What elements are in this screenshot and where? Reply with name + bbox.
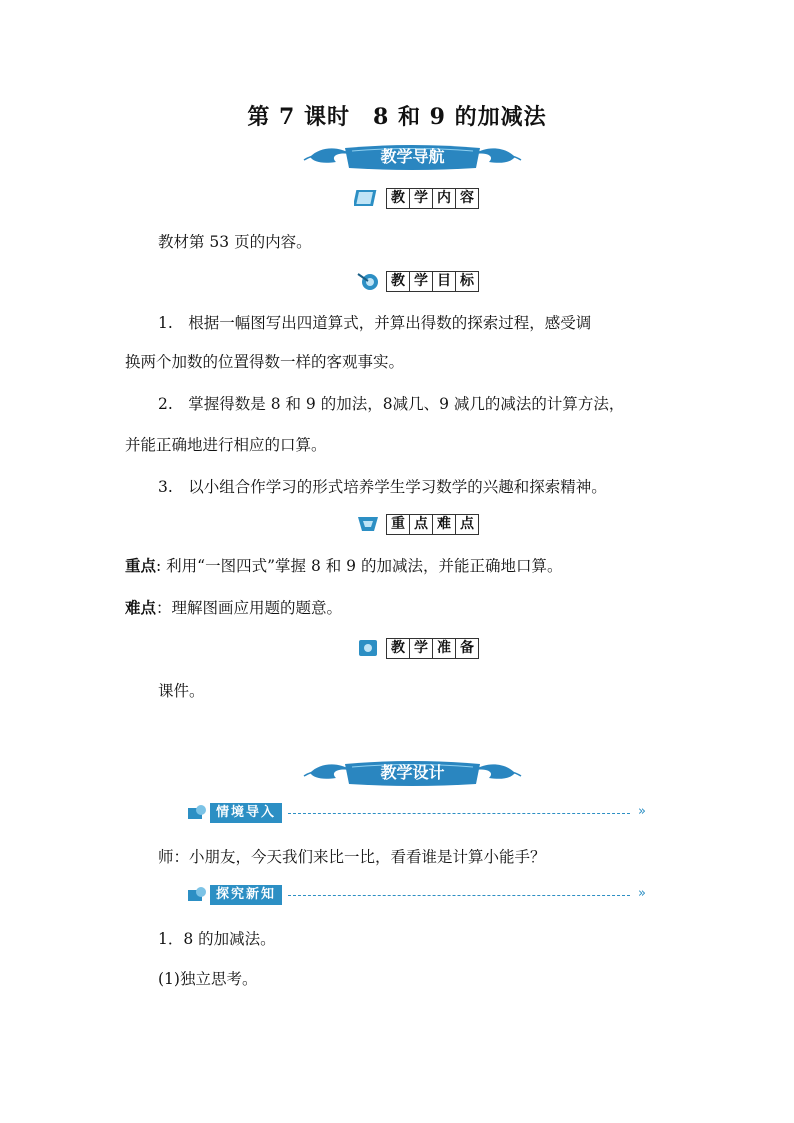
page-title: 第 7 课时 8 和 9 的加减法 xyxy=(247,104,547,130)
key-point-label: 重点 xyxy=(125,556,157,575)
banner-label: 教学导航 xyxy=(380,147,445,166)
goal-2-line-2: 并能正确地进行相应的口算。 xyxy=(125,436,327,454)
content-text: 教材第 53 页的内容。 xyxy=(158,233,312,251)
item-1: 1．8 的加减法。 xyxy=(158,930,276,948)
banner-teaching-navigation xyxy=(300,140,525,174)
header-char: 点 xyxy=(455,515,478,534)
difficult-point-text: ：理解图画应用题的题意。 xyxy=(156,599,343,617)
goal-2-line-1: 2. 掌握得数是 8 和 9 的加法，8减几、9 减几的减法的计算方法， xyxy=(158,395,625,413)
goal-1-line-1: 1. 根据一幅图写出四道算式，并算出得数的探索过程，感受调 xyxy=(158,314,592,332)
header-char: 内 xyxy=(432,189,455,208)
header-char: 标 xyxy=(455,272,478,291)
scene-icon xyxy=(186,804,208,822)
key-icon xyxy=(354,513,384,535)
section-header-goals xyxy=(354,270,479,292)
header-char: 准 xyxy=(432,639,455,658)
item-1-sub: (1)独立思考。 xyxy=(158,970,258,988)
target-icon xyxy=(354,270,384,292)
header-char: 学 xyxy=(409,639,432,658)
header-char: 目 xyxy=(432,272,455,291)
goal-1-line-2: 换两个加数的位置得数一样的客观事实。 xyxy=(125,353,405,371)
section-header-preparation xyxy=(354,637,479,659)
header-char: 教 xyxy=(391,272,405,289)
book-icon xyxy=(354,187,384,209)
header-char: 学 xyxy=(409,189,432,208)
difficult-point xyxy=(125,598,685,618)
header-char: 难 xyxy=(432,515,455,534)
header-char: 备 xyxy=(455,639,478,658)
header-char: 容 xyxy=(455,189,478,208)
section-bar-explore xyxy=(186,884,646,906)
dashed-divider xyxy=(288,895,630,896)
section-bar-title: 探究新知 xyxy=(210,885,282,905)
banner-teaching-design xyxy=(300,756,525,790)
section-bar-intro xyxy=(186,802,646,824)
preparation-text: 课件。 xyxy=(158,682,205,700)
double-chevron-right-icon: » xyxy=(638,804,646,819)
difficult-point-label: 难点 xyxy=(125,598,157,617)
section-header-key-points xyxy=(354,513,479,535)
preparation-icon xyxy=(354,637,384,659)
double-chevron-right-icon: » xyxy=(638,886,646,901)
key-point xyxy=(125,556,685,576)
key-point-text: : 利用“一图四式”掌握 8 和 9 的加减法，并能正确地口算。 xyxy=(156,557,563,575)
section-bar-title: 情境导入 xyxy=(210,803,282,823)
goal-3: 3. 以小组合作学习的形式培养学生学习数学的兴趣和探索精神。 xyxy=(158,478,607,496)
header-char: 点 xyxy=(409,515,432,534)
header-char: 教 xyxy=(391,189,405,206)
banner-label: 教学设计 xyxy=(380,763,445,782)
teacher-line: 师：小朋友，今天我们来比一比，看看谁是计算小能手？ xyxy=(158,848,546,866)
explore-icon xyxy=(186,886,208,904)
dashed-divider xyxy=(288,813,630,814)
header-char: 教 xyxy=(391,639,405,656)
section-header-content xyxy=(354,187,479,209)
header-char: 学 xyxy=(409,272,432,291)
header-char: 重 xyxy=(391,515,405,532)
